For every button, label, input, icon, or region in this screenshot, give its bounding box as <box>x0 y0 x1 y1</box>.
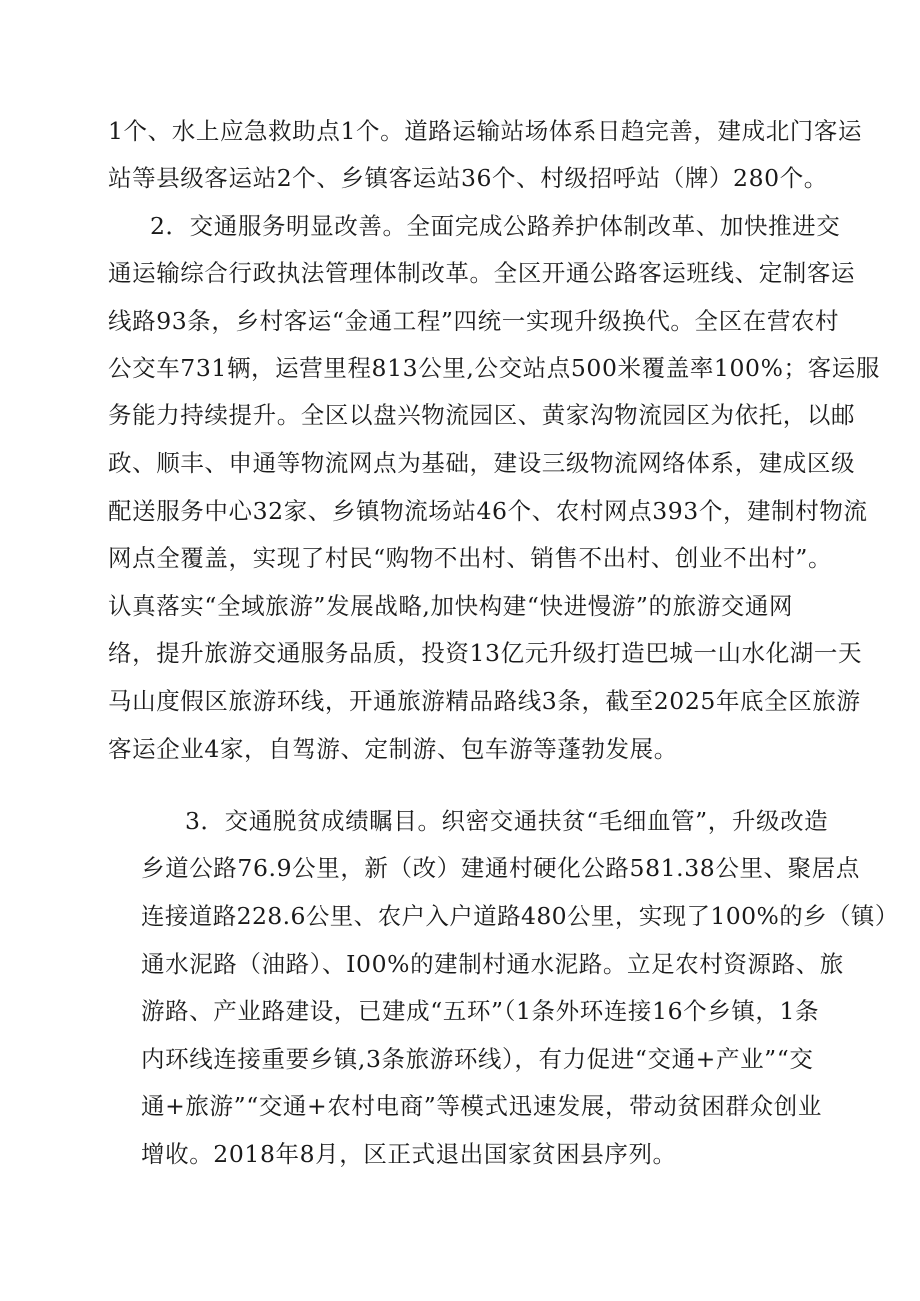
text-line-16: 乡道公路76.9公里，新（改）建通村硬化公路581.38公里、聚居点 <box>141 854 860 882</box>
section-2-heading-line: 2．交通服务明显改善。全面完成公路养护体制改革、加快推进交 <box>150 212 841 240</box>
text-line-8: 政、顺丰、申通等物流网点为基础，建设三级物流网络体系，建成区级 <box>108 449 856 477</box>
text-line-5: 线路93条，乡村客运“金通工程”四统一实现升级换代。全区在营农村 <box>108 307 840 335</box>
text-line-14: 客运企业4家，自驾游、定制游、包车游等蓬勃发展。 <box>108 735 678 763</box>
text-line-2: 站等县级客运站2个、乡镇客运站36个、村级招呼站（牌）280个。 <box>108 164 828 192</box>
text-line-4: 通运输综合行政执法管理体制改革。全区开通公路客运班线、定制客运 <box>108 259 856 287</box>
text-line-13: 马山度假区旅游环线，开通旅游精品路线3条，截至2025年底全区旅游 <box>108 687 861 715</box>
section-3-heading-line: 3．交通脱贫成绩瞩目。织密交通扶贫“毛细血管”，升级改造 <box>185 807 829 835</box>
text-line-21: 通+旅游”“交通+农村电商”等模式迅速发展，带动贫困群众创业 <box>141 1092 822 1120</box>
text-line-18: 通水泥路（油路）、I00%的建制村通水泥路。立足农村资源路、旅 <box>141 950 844 978</box>
text-line-17: 连接道路228.6公里、农户入户道路480公里，实现了100%的乡（镇） <box>141 902 899 930</box>
text-line-10: 网点全覆盖，实现了村民“购物不出村、销售不出村、创业不出村”。 <box>108 544 833 572</box>
text-line-20: 内环线连接重要乡镇,3条旅游环线），有力促进“交通+产业”“交 <box>141 1045 814 1073</box>
text-line-12: 络，提升旅游交通服务品质，投资13亿元升级打造巴城一山水化湖一天 <box>108 639 863 667</box>
text-line-9: 配送服务中心32家、乡镇物流场站46个、农村网点393个，建制村物流 <box>108 497 868 525</box>
text-line-19: 游路、产业路建设，已建成“五环”（1条外环连接16个乡镇，1条 <box>141 997 820 1025</box>
text-line-11: 认真落实“全域旅游”发展战略,加快构建“快进慢游”的旅游交通网 <box>108 592 794 620</box>
text-line-1: 1个、水上应急救助点1个。道路运输站场体系日趋完善，建成北门客运 <box>108 117 863 145</box>
text-line-7: 务能力持续提升。全区以盘兴物流园区、黄家沟物流园区为依托，以邮 <box>108 401 856 429</box>
text-line-6: 公交车731辆，运营里程813公里,公交站点500米覆盖率100%；客运服 <box>108 354 880 382</box>
text-line-22: 增收。2018年8月，区正式退出国家贫困县序列。 <box>141 1140 677 1168</box>
